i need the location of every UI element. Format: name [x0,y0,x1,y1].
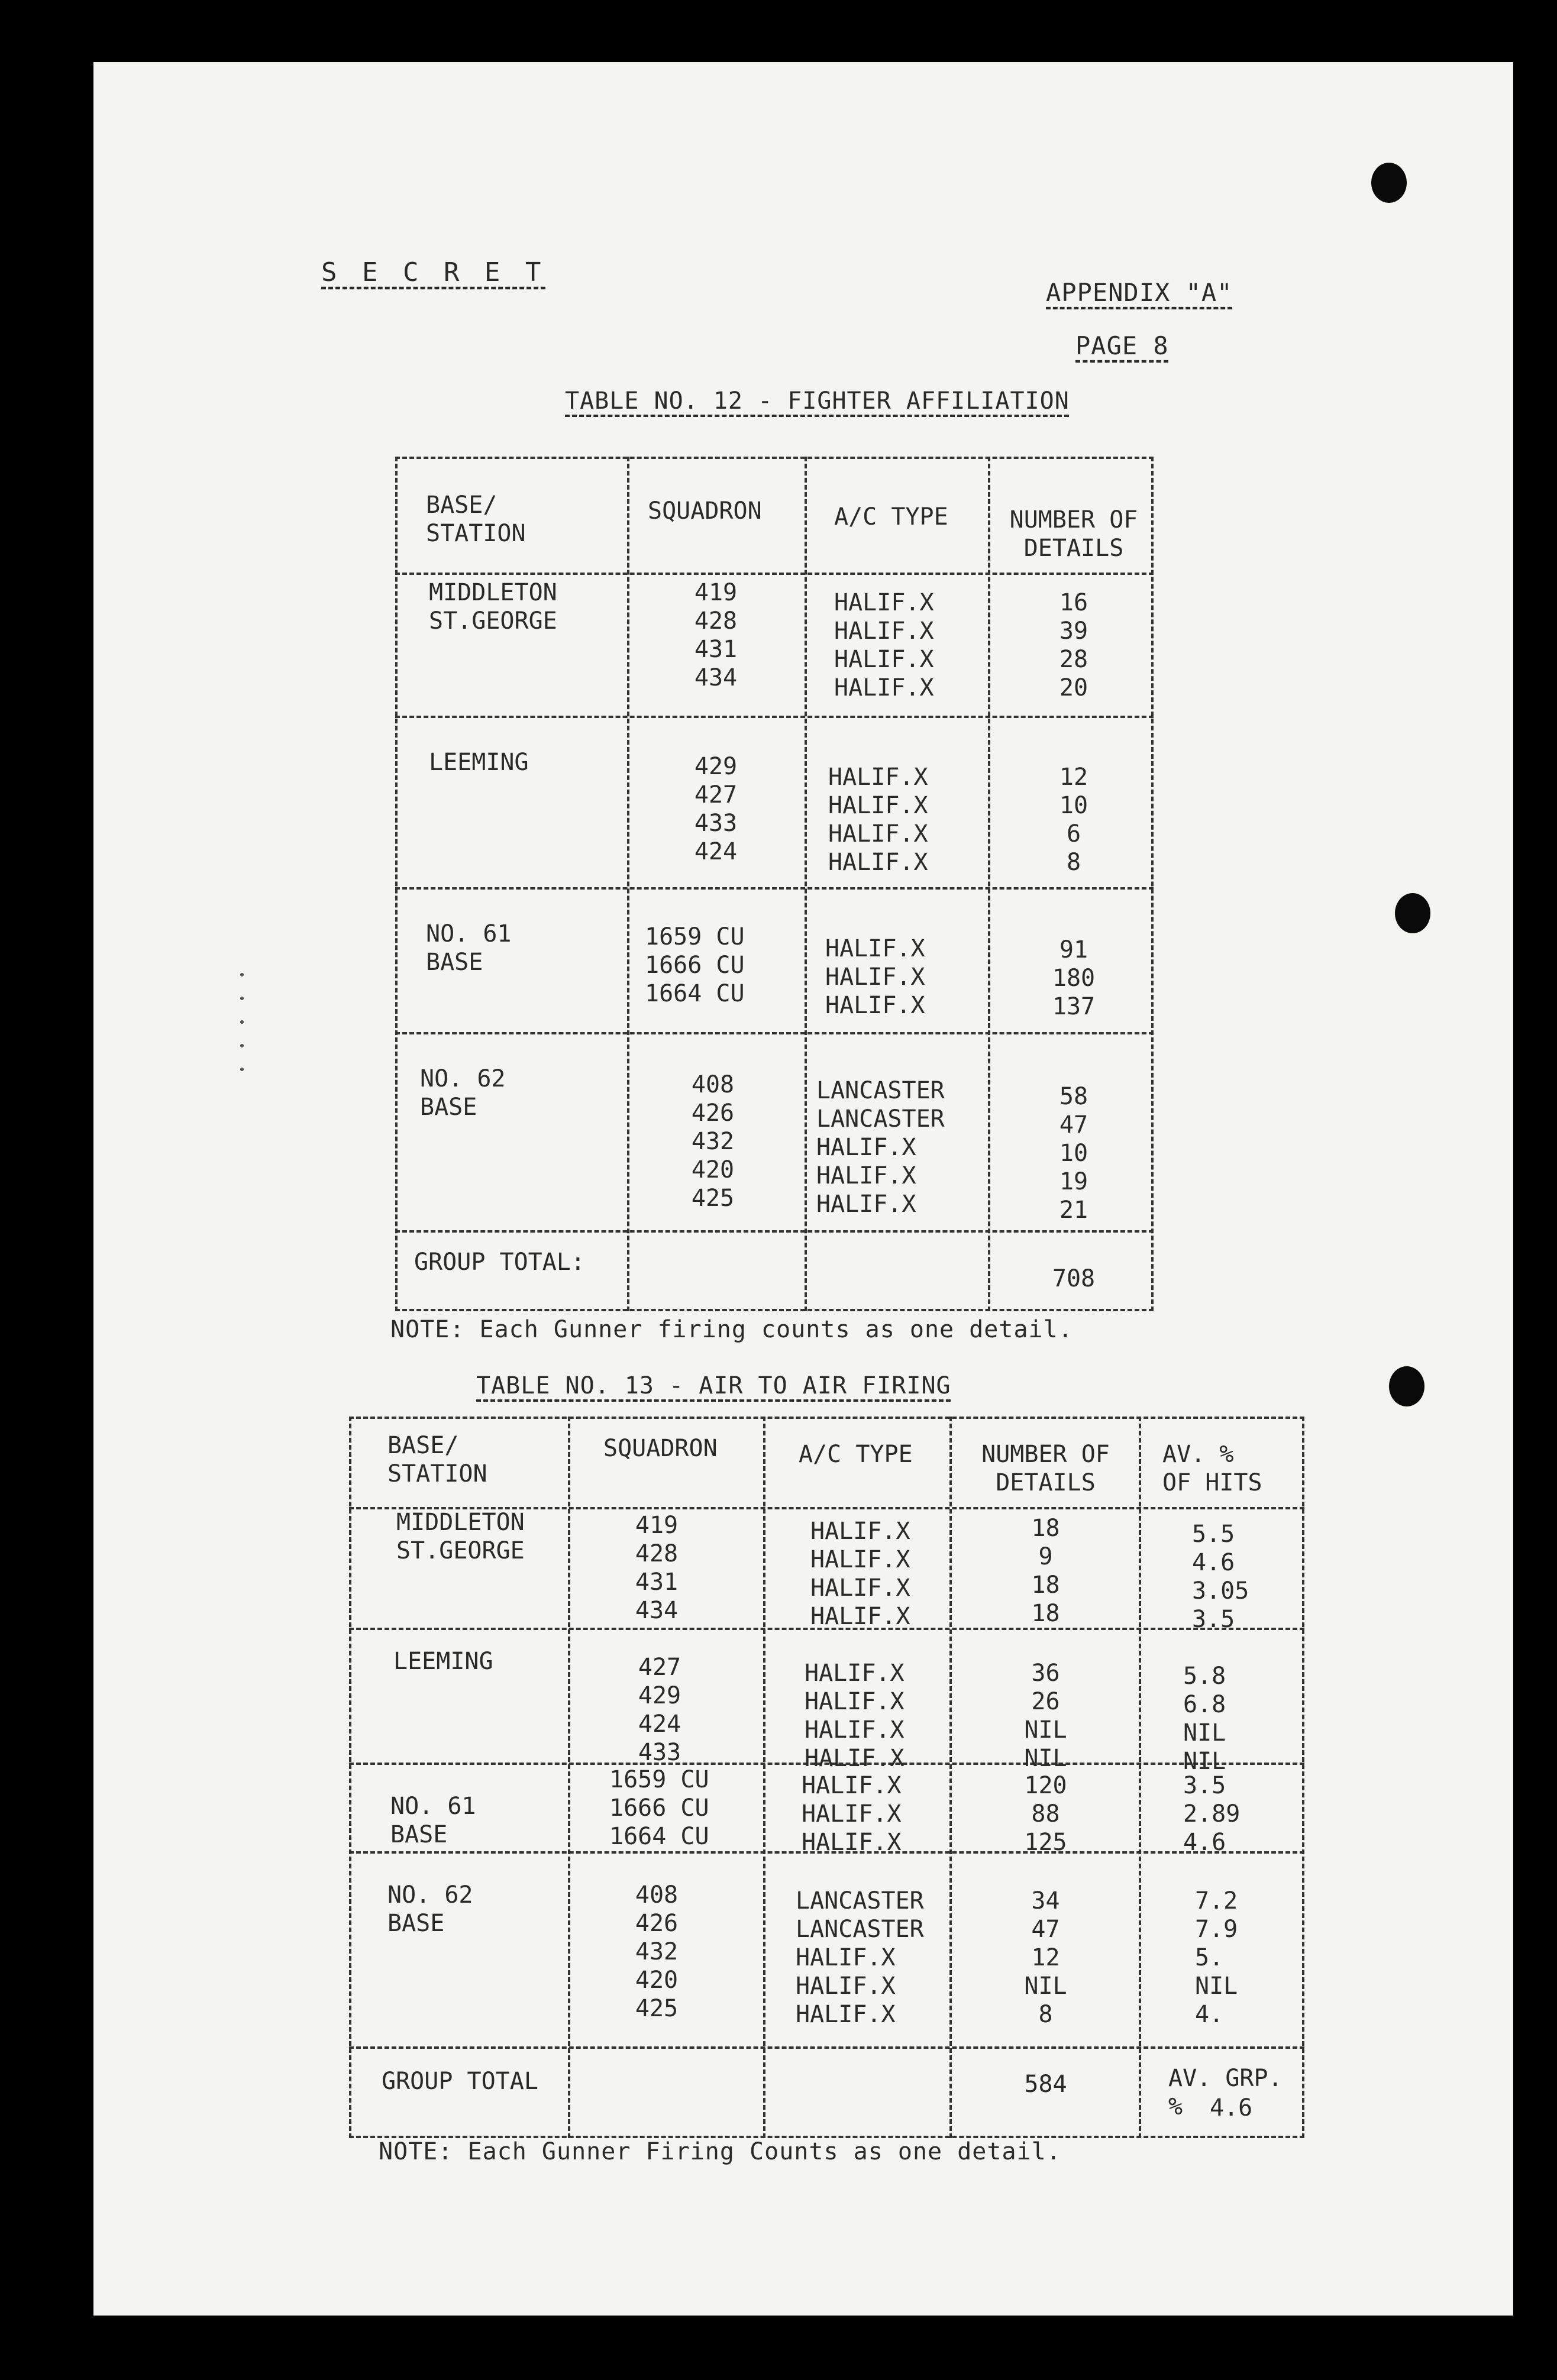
t12-details: 91 180 137 [1052,936,1096,1020]
t13-header-hits: AV. % OF HITS [1162,1441,1262,1496]
table13-title: TABLE NO. 13 - AIR TO AIR FIRING [476,1372,951,1399]
t12-types: LANCASTER LANCASTER HALIF.X HALIF.X HALIF.X [816,1077,945,1218]
t13-station: NO. 61 BASE [390,1793,476,1848]
t12-header-actype: A/C TYPE [834,503,948,531]
punch-hole [1371,163,1407,203]
t12-squadrons: 408 426 432 420 425 [691,1071,735,1212]
t13-squadrons: 427 429 424 433 [638,1654,681,1766]
t12-squadrons: 429 427 433 424 [694,753,738,865]
t13-details: 18 9 18 18 [1031,1515,1060,1627]
t12-total-label: GROUP TOTAL: [414,1249,585,1276]
classification-label: S E C R E T [321,257,546,287]
t12-details: 58 47 10 19 21 [1059,1083,1088,1224]
t12-squadrons: 1659 CU 1666 CU 1664 CU [645,923,745,1007]
punch-hole [1389,1366,1424,1406]
t13-hits: 5.8 6.8 NIL NIL [1183,1663,1226,1775]
t12-total-value: 708 [1052,1265,1096,1292]
t13-details: 34 47 12 NIL 8 [1024,1887,1067,2028]
t13-header-station: BASE/ STATION [387,1432,487,1487]
t13-squadrons: 408 426 432 420 425 [635,1881,679,2022]
t12-types: HALIF.X HALIF.X HALIF.X HALIF.X [834,589,934,701]
punch-hole [1395,893,1430,933]
t13-hits: 5.5 4.6 3.05 3.5 [1192,1521,1249,1633]
t12-types: HALIF.X HALIF.X HALIF.X [825,935,925,1019]
t12-squadrons: 419 428 431 434 [694,579,738,691]
page-number: PAGE 8 [1075,331,1169,360]
t13-avg-label: AV. GRP. % [1168,2065,1283,2120]
t13-types: HALIF.X HALIF.X HALIF.X HALIF.X [805,1660,905,1772]
t13-total-label: GROUP TOTAL [382,2068,538,2095]
t12-header-details: NUMBER OF DETAILS [1009,506,1138,562]
t13-types: HALIF.X HALIF.X HALIF.X [802,1772,902,1856]
t13-hits: 7.2 7.9 5. NIL 4. [1195,1887,1238,2028]
t13-types: LANCASTER LANCASTER HALIF.X HALIF.X HALIF.X [796,1887,924,2028]
t12-header-squadron: SQUADRON [648,497,762,525]
t13-details: 120 88 125 [1024,1772,1067,1856]
t13-hits: 3.5 2.89 4.6 [1183,1772,1241,1856]
t12-station: MIDDLETON ST.GEORGE [429,579,557,635]
table12-note: NOTE: Each Gunner firing counts as one detail. [390,1316,1073,1343]
t13-header-actype: A/C TYPE [799,1441,913,1468]
t13-total-value: 584 [1024,2071,1067,2098]
t13-avg-value: 4.6 [1210,2094,1253,2122]
t13-station: LEEMING [393,1648,493,1675]
t13-squadrons: 1659 CU 1666 CU 1664 CU [609,1766,709,1850]
t13-types: HALIF.X HALIF.X HALIF.X HALIF.X [810,1518,910,1630]
t12-station: NO. 62 BASE [420,1065,506,1121]
t12-details: 12 10 6 8 [1059,764,1088,876]
t13-details: 36 26 NIL NIL [1024,1660,1067,1772]
t13-squadrons: 419 428 431 434 [635,1512,679,1624]
t13-header-details: NUMBER OF DETAILS [981,1441,1110,1496]
t12-station: NO. 61 BASE [426,920,512,976]
table12-title: TABLE NO. 12 - FIGHTER AFFILIATION [565,387,1070,415]
t13-station: NO. 62 BASE [387,1881,473,1937]
t13-station: MIDDLETON ST.GEORGE [396,1509,525,1564]
t12-header-station: BASE/ STATION [426,491,526,547]
table13-note: NOTE: Each Gunner Firing Counts as one detail. [379,2138,1061,2165]
appendix-label: APPENDIX "A" [1046,278,1233,307]
t12-details: 16 39 28 20 [1059,589,1088,701]
t13-header-squadron: SQUADRON [603,1435,718,1462]
t12-station: LEEMING [429,749,529,776]
t12-types: HALIF.X HALIF.X HALIF.X HALIF.X [828,764,928,876]
